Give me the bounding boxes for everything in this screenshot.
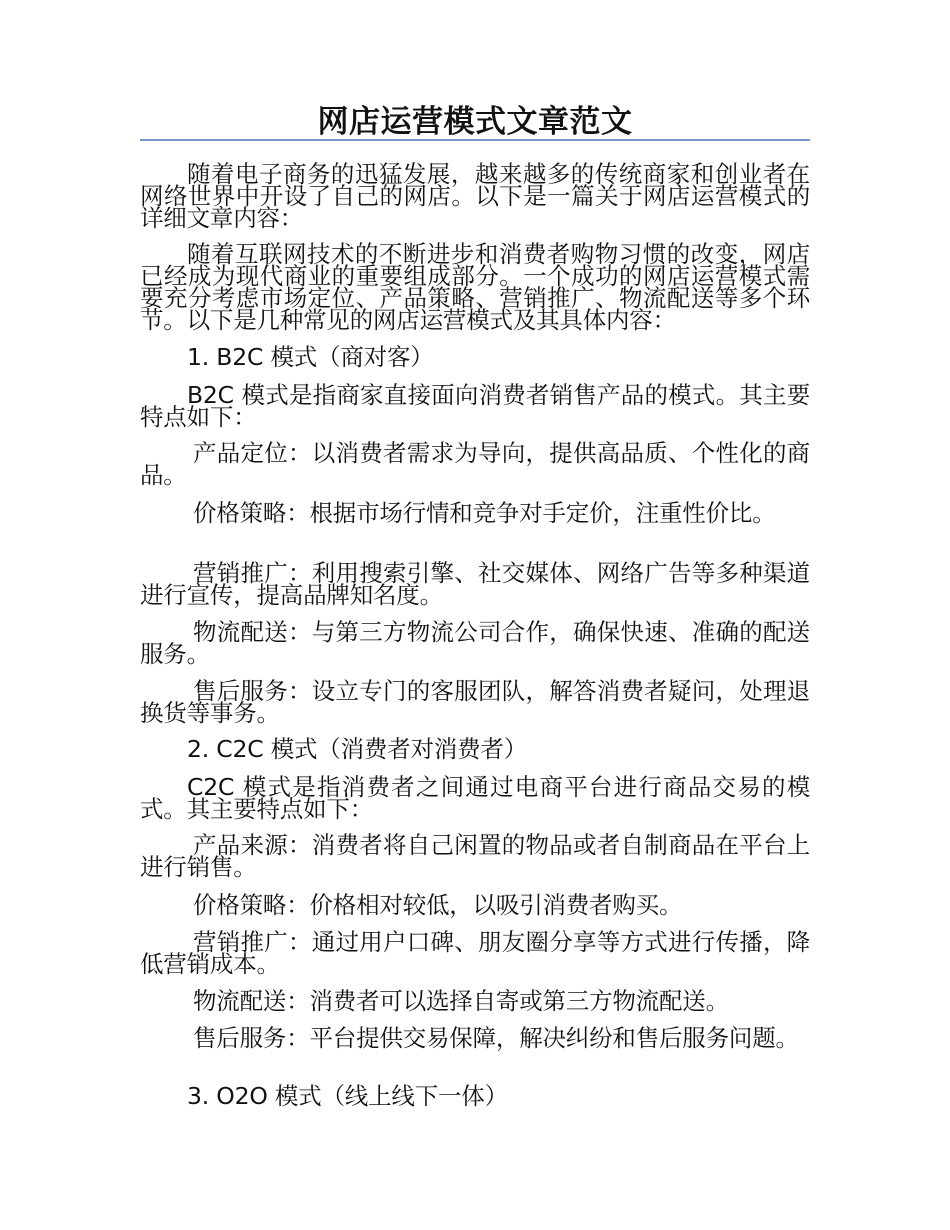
c2c-description: C2C 模式是指消费者之间通过电商平台进行商品交易的模式。其主要特点如下： [140,773,810,823]
intro-paragraph: 随着电子商务的迅猛发展，越来越多的传统商家和创业者在网络世界中开设了自己的网店。以下是一篇关于网店运营模式的详细文章内容： [140,160,810,232]
b2c-pricing-strategy: 价格策略：根据市场行情和竞争对手定价，注重性价比。 [193,499,776,527]
c2c-logistics: 物流配送：消费者可以选择自寄或第三方物流配送。 [193,987,729,1015]
section-heading-c2c: 2. C2C 模式（消费者对消费者） [187,735,528,763]
c2c-marketing: 营销推广：通过用户口碑、朋友圈分享等方式进行传播，降低营销成本。 [140,928,810,978]
b2c-after-sales: 售后服务：设立专门的客服团队，解答消费者疑问，处理退换货等事务。 [140,677,810,727]
c2c-product-source: 产品来源：消费者将自己闲置的物品或者自制商品在平台上进行销售。 [140,831,810,881]
b2c-product-positioning: 产品定位：以消费者需求为导向，提供高品质、个性化的商品。 [140,439,810,489]
c2c-pricing-strategy: 价格策略：价格相对较低，以吸引消费者购买。 [193,891,683,919]
b2c-marketing: 营销推广：利用搜索引擎、社交媒体、网络广告等多种渠道进行宣传，提高品牌知名度。 [140,559,810,609]
title-underline [140,139,810,141]
b2c-description: B2C 模式是指商家直接面向消费者销售产品的模式。其主要特点如下： [140,381,810,431]
b2c-logistics: 物流配送：与第三方物流公司合作，确保快速、准确的配送服务。 [140,618,810,668]
section-heading-b2c: 1. B2C 模式（商对客） [187,343,434,371]
section-heading-o2o: 3. O2O 模式（线上线下一体） [187,1082,508,1110]
background-paragraph: 随着互联网技术的不断进步和消费者购物习惯的改变，网店已经成为现代商业的重要组成部分。一个成功的网店运营模式需要充分考虑市场定位、产品策略、营销推广、物流配送等多个环节。以下是几种常见的网店运营模式及其具体内容： [140,240,810,334]
c2c-after-sales: 售后服务：平台提供交易保障，解决纠纷和售后服务问题。 [193,1024,799,1052]
document-title: 网店运营模式文章范文 [317,104,633,140]
